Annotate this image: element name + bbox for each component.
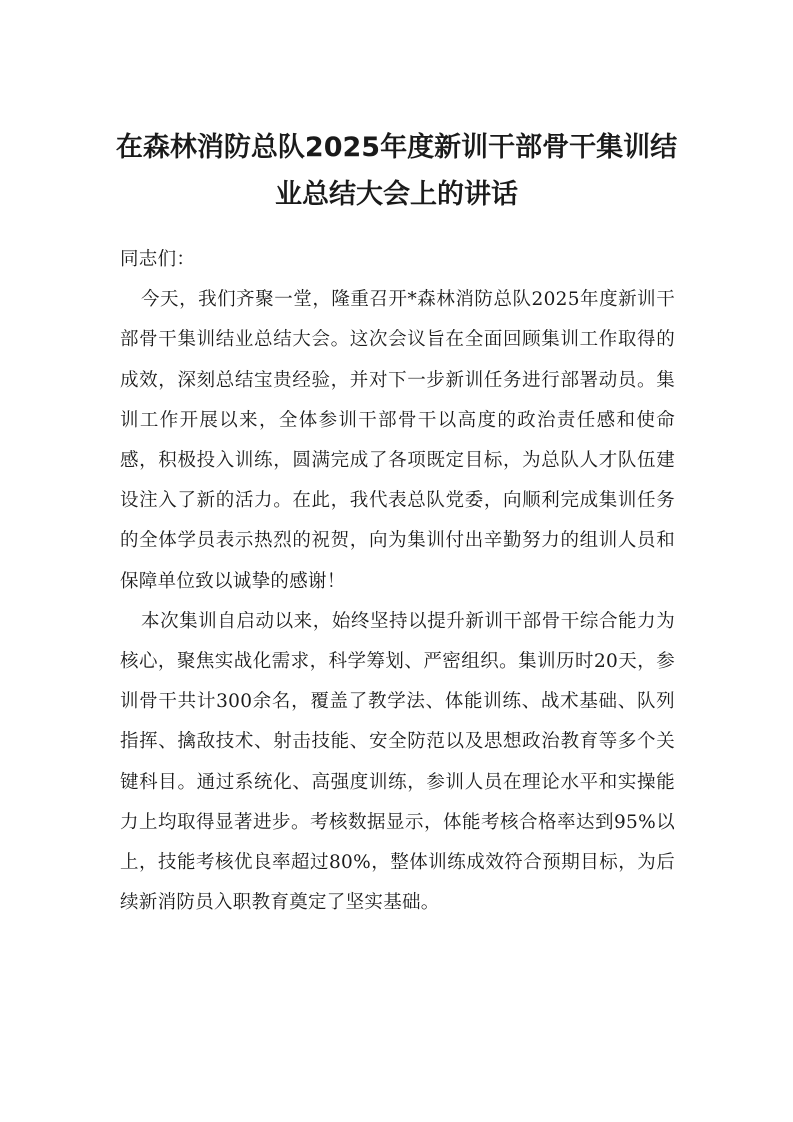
salutation: 同志们：	[120, 249, 196, 270]
paragraph-opening: 今天，我们齐聚一堂，隆重召开*森林消防总队2025年度新训干部骨干集训结业总结大会。这次会议旨在全面回顾集训工作取得的成效，深刻总结宝贵经验，并对下一步新训任务进行部署动员。集训工作开展以来，全体参训干部骨干以高度的政治责任感和使命感，积极投入训练，圆满完成了各项既定目标，为总队人才队伍建设注入了新的活力。在此，我代表总队党委，向顺利完成集训任务的全体学员表示热烈的祝贺，向为集训付出辛勤努力的组训人员和保障单位致以诚挚的感谢！	[120, 289, 675, 592]
paragraph-training-summary: 本次集训自启动以来，始终坚持以提升新训干部骨干综合能力为核心，聚焦实战化需求，科学筹划、严密组织。集训历时20天，参训骨干共计300余名，覆盖了教学法、体能训练、战术基础、队列指挥、擒敌技术、射击技能、安全防范以及思想政治教育等多个关键科目。通过系统化、高强度训练，参训人员在理论水平和实操能力上均取得显著进步。考核数据显示，体能考核合格率达到95%以上，技能考核优良率超过80%，整体训练成效符合预期目标，为后续新消防员入职教育奠定了坚实基础。	[120, 610, 675, 914]
document-title: 在森林消防总队2025年度新训干部骨干集训结业总结大会上的讲话	[115, 132, 678, 210]
document-body	[120, 240, 675, 923]
